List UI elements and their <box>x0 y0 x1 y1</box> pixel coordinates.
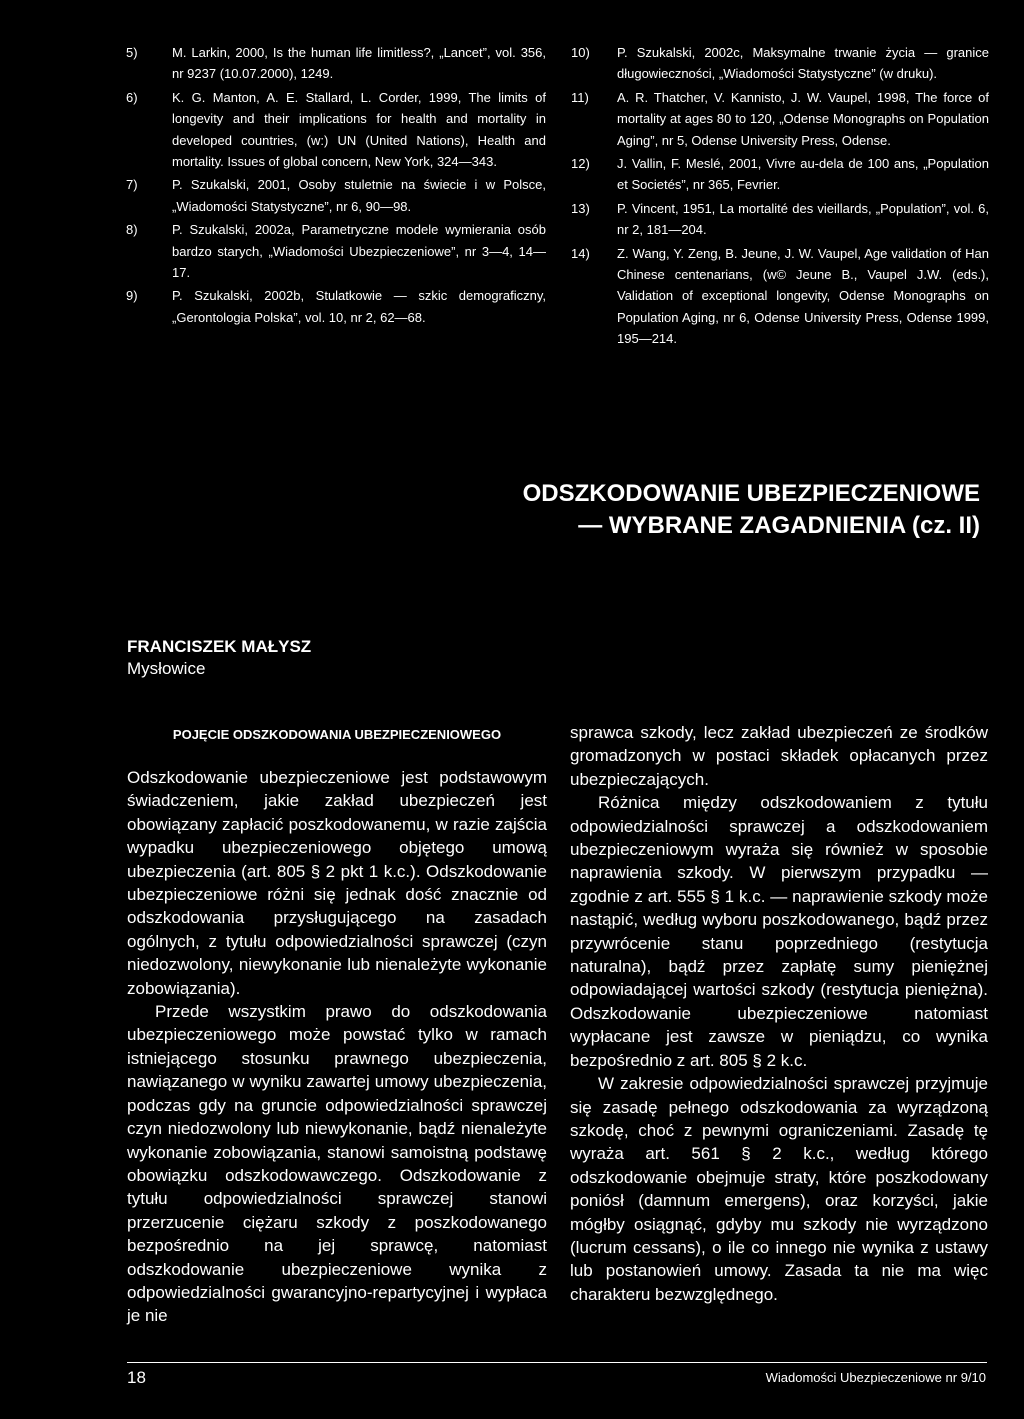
reference-text: K. G. Manton, A. E. Stallard, L. Corder, 1999, The limits of longevity and their implications for health and mortality in developed countries, (w:) UN (United Nations), Health and mortality. Issues of global concern, New York, 324—343. <box>172 89 546 170</box>
reference-text: A. R. Thatcher, V. Kannisto, J. W. Vaupel, 1998, The force of mortality at ages 80 to 120, „Odense Monographs on Population Aging”, nr 5, Odense University Press, Odense. <box>617 89 989 148</box>
author-location: Mysłowice <box>127 659 206 678</box>
reference-item <box>126 174 546 217</box>
reference-item <box>571 153 989 196</box>
reference-text: P. Szukalski, 2002b, Stulatkowie — szkic demograficzny, „Gerontologia Polska”, vol. 10, nr 2, 62—68. <box>172 288 546 325</box>
references-right-column <box>571 42 989 352</box>
reference-number: 6) <box>126 89 138 105</box>
reference-number: 8) <box>126 222 138 238</box>
reference-number: 10) <box>571 45 590 60</box>
body-left-column <box>127 766 547 1328</box>
body-paragraph: Odszkodowanie ubezpieczeniowe jest podstawowym świadczeniem, jakie zakład ubezpieczeń jest obowiązany zapłacić poszkodowanemu, w razie zajścia wypadku ubezpieczeniowego objętego umową ubezpieczenia (art. 805 § 2 pkt 1 k.c.). Odszkodowanie ubezpieczeniowe różni się jednak dość znacznie od odszkodowania przysługującego na zasadach ogólnych, z tytułu odpowiedzialności sprawczej (czyn niedozwolony, niewykonanie lub nienależyte wykonanie zobowiązania). <box>127 768 547 998</box>
body-paragraph: Przede wszystkim prawo do odszkodowania ubezpieczeniowego może powstać tylko w ramach istniejącego stosunku prawnego ubezpieczenia, nawiązanego w wyniku zawartej umowy ubezpieczenia, podczas gdy na gruncie odpowiedzialności sprawczej czyn niedozwolony lub niewykonanie, bądź nienależyte wykonanie zobowiązania, stanowi samoistną podstawę obowiązku odszkodowawczego. Odszkodowanie z tytułu odpowiedzialności sprawczej stanowi przerzucenie ciężaru szkody z poszkodowanego bezpośrednio na jej sprawcę, natomiast odszkodowanie ubezpieczeniowe wynika z odpowiedzialności gwarancyjno-repartycyjnej i wypłaca je nie <box>127 1002 547 1326</box>
section-heading: POJĘCIE ODSZKODOWANIA UBEZPIECZENIOWEGO <box>172 727 502 742</box>
page-number: 18 <box>127 1368 146 1387</box>
reference-number: 11) <box>571 89 589 105</box>
reference-number: 7) <box>126 177 138 193</box>
footer-divider <box>127 1362 987 1363</box>
article-title <box>440 478 980 542</box>
reference-number: 12) <box>571 156 590 172</box>
reference-text: J. Vallin, F. Meslé, 2001, Vivre au-dela de 100 ans, „Population et Societés”, nr 365, Fevrier. <box>617 156 989 193</box>
reference-number: 13) <box>571 200 590 216</box>
article-title-line1: ODSZKODOWANIE UBEZPIECZENIOWE <box>522 480 980 507</box>
reference-text: P. Szukalski, 2002a, Parametryczne modele wymierania osób bardzo starych, „Wiadomości Ubezpieczeniowe”, nr 3—4, 14—17. <box>172 222 546 281</box>
body-right-column <box>570 721 988 1306</box>
reference-number: 5) <box>126 45 138 60</box>
reference-item <box>126 285 546 328</box>
reference-number: 14) <box>571 245 590 261</box>
reference-text: P. Vincent, 1951, La mortalité des vieillards, „Population”, vol. 6, nr 2, 181—204. <box>617 200 989 238</box>
reference-number: 9) <box>126 288 138 304</box>
journal-name: Wiadomości Ubezpieczeniowe nr 9/10 <box>765 1370 986 1385</box>
body-paragraph: W zakresie odpowiedzialności sprawczej przyjmuje się zasadę pełnego odszkodowania za wyrządzoną szkodę, choć z pewnymi ograniczeniami. Zasadę tę wyraża art. 561 § 2 k.c., według którego odszkodowanie obejmuje straty, które poszkodowany poniósł (damnum emergens), oraz korzyści, jakie mógłby osiągnąć, gdyby mu szkody nie wyrządzono (lucrum cessans), o ile co innego nie wynika z ustawy lub postanowień umowy. Zasada ta nie ma więc charakteru bezwzględnego. <box>570 1074 988 1304</box>
author-block <box>127 636 311 680</box>
references-left-column <box>126 42 546 330</box>
reference-item <box>126 42 546 85</box>
body-paragraph: sprawca szkody, lecz zakład ubezpieczeń ze środków gromadzonych w postaci składek opłacanych przez ubezpieczających. <box>570 723 988 789</box>
reference-text: P. Szukalski, 2001, Osoby stuletnie na świecie i w Polsce, „Wiadomości Statystyczne”, nr 6, 90—98. <box>172 177 546 214</box>
author-name: FRANCISZEK MAŁYSZ <box>127 637 312 656</box>
reference-text: M. Larkin, 2000, Is the human life limitless?, „Lancet”, vol. 356, nr 9237 (10.07.2000), 1249. <box>172 45 546 82</box>
reference-item <box>571 87 989 151</box>
reference-item <box>571 42 989 85</box>
reference-text: Z. Wang, Y. Zeng, B. Jeune, J. W. Vaupel, Age validation of Han Chinese centenarians, (w© Jeune B., Vaupel J.W. (eds.), Validation of exceptional longevity, Odense Monographs on Population Aging, nr 6, Odense University Press, Odense 1999, 195—214. <box>617 245 989 347</box>
reference-text: P. Szukalski, 2002c, Maksymalne trwanie życia — granice długowieczności, „Wiadomości Statystyczne” (w druku). <box>617 45 989 82</box>
reference-item <box>571 243 989 350</box>
body-paragraph: Różnica między odszkodowaniem z tytułu odpowiedzialności sprawczej a odszkodowaniem ubezpieczeniowym wyraża się również w sposobie naprawienia szkody. W pierwszym przypadku — zgodnie z art. 555 § 1 k.c. — naprawienie szkody może nastąpić, według wyboru poszkodowanego, bądź przez przywrócenie stanu poprzedniego (restytucja naturalna), bądź przez zapłatę sumy pieniężnej odpowiadającej wartości szkody (restytucja pieniężna). Odszkodowanie ubezpieczeniowe natomiast wypłacane jest zawsze w pieniądzu, co wynika bezpośrednio z art. 805 § 2 k.c. <box>570 793 988 1070</box>
reference-item <box>126 219 546 283</box>
reference-item <box>126 87 546 173</box>
article-title-line2: — WYBRANE ZAGADNIENIA (cz. II) <box>578 512 980 539</box>
reference-item <box>571 198 989 241</box>
